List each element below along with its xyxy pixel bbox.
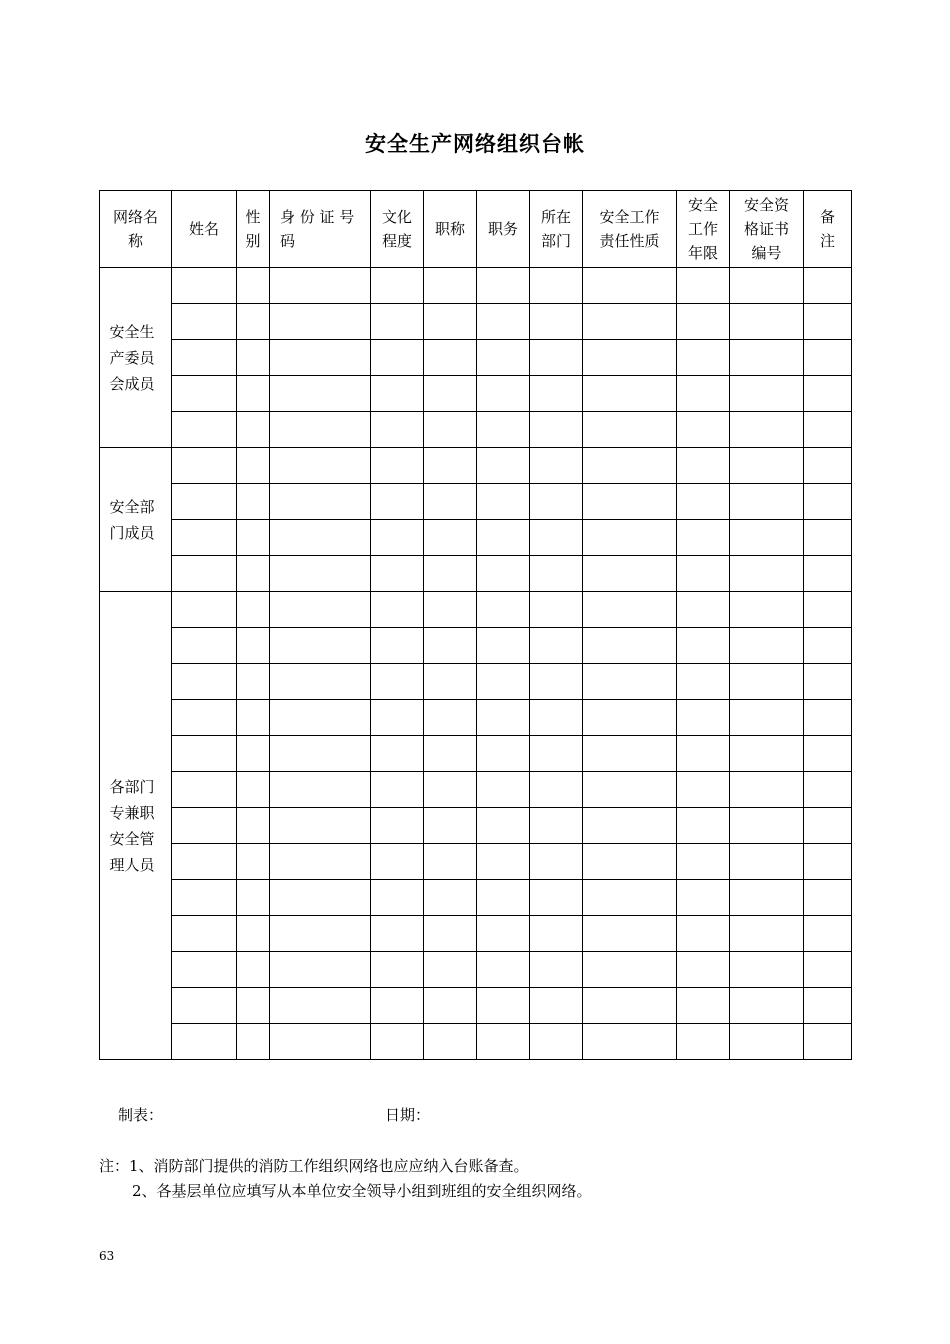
table-cell[interactable] <box>530 304 583 340</box>
table-cell[interactable] <box>804 520 852 556</box>
prepared-by-label: 制表： <box>118 1106 164 1124</box>
table-cell[interactable] <box>677 628 730 664</box>
table-cell[interactable] <box>677 952 730 988</box>
table-cell[interactable] <box>804 484 852 520</box>
table-cell[interactable] <box>530 880 583 916</box>
table-cell[interactable] <box>237 520 270 556</box>
table-cell[interactable] <box>583 268 677 304</box>
table-cell[interactable] <box>530 376 583 412</box>
table-cell[interactable] <box>237 664 270 700</box>
table-cell[interactable] <box>677 520 730 556</box>
table-cell[interactable] <box>730 448 804 484</box>
table-row <box>100 700 852 736</box>
table-cell[interactable] <box>371 520 424 556</box>
table-cell[interactable] <box>677 448 730 484</box>
table-cell[interactable] <box>270 664 371 700</box>
table-cell[interactable] <box>477 628 530 664</box>
table-cell[interactable] <box>477 484 530 520</box>
table-cell[interactable] <box>270 376 371 412</box>
table-cell[interactable] <box>804 736 852 772</box>
table-cell[interactable] <box>371 376 424 412</box>
table-cell[interactable] <box>424 304 477 340</box>
table-cell[interactable] <box>237 376 270 412</box>
table-cell[interactable] <box>730 808 804 844</box>
table-cell[interactable] <box>172 844 237 880</box>
table-cell[interactable] <box>172 880 237 916</box>
table-cell[interactable] <box>237 448 270 484</box>
table-cell[interactable] <box>583 304 677 340</box>
table-cell[interactable] <box>583 844 677 880</box>
table-cell[interactable] <box>270 484 371 520</box>
table-row <box>100 628 852 664</box>
header-remarks: 备注 <box>804 191 852 268</box>
group-label: 各部门专兼职安全管理人员 <box>109 777 155 874</box>
table-cell[interactable] <box>270 772 371 808</box>
table-cell[interactable] <box>477 916 530 952</box>
table-cell[interactable] <box>270 340 371 376</box>
table-cell[interactable] <box>477 448 530 484</box>
table-cell[interactable] <box>237 592 270 628</box>
table-cell[interactable] <box>270 304 371 340</box>
table-cell[interactable] <box>237 736 270 772</box>
table-cell[interactable] <box>172 700 237 736</box>
table-cell[interactable] <box>677 340 730 376</box>
table-cell[interactable] <box>583 1024 677 1060</box>
table-cell[interactable] <box>804 1024 852 1060</box>
table-cell[interactable] <box>530 736 583 772</box>
date-label: 日期： <box>385 1106 431 1124</box>
table-cell[interactable] <box>730 844 804 880</box>
table-cell[interactable] <box>804 340 852 376</box>
table-cell[interactable] <box>371 880 424 916</box>
table-cell[interactable] <box>677 556 730 592</box>
table-cell[interactable] <box>371 448 424 484</box>
table-cell[interactable] <box>677 772 730 808</box>
table-cell[interactable] <box>730 664 804 700</box>
table-cell[interactable] <box>172 952 237 988</box>
table-cell[interactable] <box>583 736 677 772</box>
table-cell[interactable] <box>477 304 530 340</box>
table-cell[interactable] <box>270 556 371 592</box>
table-cell[interactable] <box>804 628 852 664</box>
table-cell[interactable] <box>424 592 477 628</box>
table-cell[interactable] <box>530 1024 583 1060</box>
group-label: 安全部门成员 <box>109 497 155 542</box>
table-cell[interactable] <box>804 808 852 844</box>
table-cell[interactable] <box>270 448 371 484</box>
table-cell[interactable] <box>424 808 477 844</box>
table-cell[interactable] <box>424 880 477 916</box>
table-cell[interactable] <box>677 916 730 952</box>
table-cell[interactable] <box>477 700 530 736</box>
table-cell[interactable] <box>530 700 583 736</box>
table-cell[interactable] <box>477 520 530 556</box>
table-cell[interactable] <box>424 448 477 484</box>
table-cell[interactable] <box>270 1024 371 1060</box>
table-cell[interactable] <box>270 844 371 880</box>
table-cell[interactable] <box>530 916 583 952</box>
table-cell[interactable] <box>172 988 237 1024</box>
table-cell[interactable] <box>424 736 477 772</box>
header-name: 姓名 <box>172 191 237 268</box>
table-cell[interactable] <box>583 880 677 916</box>
table-cell[interactable] <box>804 664 852 700</box>
table-cell[interactable] <box>371 736 424 772</box>
table-row <box>100 592 852 628</box>
table-row <box>100 304 852 340</box>
table-cell[interactable] <box>677 880 730 916</box>
table-cell[interactable] <box>172 592 237 628</box>
table-cell[interactable] <box>804 448 852 484</box>
table-cell[interactable] <box>172 772 237 808</box>
table-cell[interactable] <box>530 592 583 628</box>
table-row <box>100 952 852 988</box>
table-cell[interactable] <box>677 1024 730 1060</box>
table-cell[interactable] <box>730 916 804 952</box>
table-cell[interactable] <box>477 664 530 700</box>
group-label: 安全生产委员会成员 <box>109 322 155 393</box>
table-cell[interactable] <box>172 628 237 664</box>
table-cell[interactable] <box>530 628 583 664</box>
table-cell[interactable] <box>424 664 477 700</box>
table-cell[interactable] <box>371 988 424 1024</box>
table-cell[interactable] <box>530 268 583 304</box>
table-cell[interactable] <box>730 484 804 520</box>
table-cell[interactable] <box>424 988 477 1024</box>
table-cell[interactable] <box>237 628 270 664</box>
group-label-cell <box>100 268 172 448</box>
table-cell[interactable] <box>237 700 270 736</box>
table-cell[interactable] <box>804 412 852 448</box>
table-cell[interactable] <box>677 700 730 736</box>
table-cell[interactable] <box>371 808 424 844</box>
table-cell[interactable] <box>371 340 424 376</box>
table-cell[interactable] <box>371 628 424 664</box>
table-row <box>100 1024 852 1060</box>
table-cell[interactable] <box>371 1024 424 1060</box>
table-cell[interactable] <box>371 556 424 592</box>
group-label-cell <box>100 448 172 592</box>
table-cell[interactable] <box>371 268 424 304</box>
table-cell[interactable] <box>270 916 371 952</box>
table-cell[interactable] <box>730 592 804 628</box>
table-cell[interactable] <box>477 556 530 592</box>
table-cell[interactable] <box>677 484 730 520</box>
table-cell[interactable] <box>583 376 677 412</box>
table-cell[interactable] <box>237 952 270 988</box>
table-cell[interactable] <box>530 844 583 880</box>
table-cell[interactable] <box>530 484 583 520</box>
table-cell[interactable] <box>424 340 477 376</box>
table-cell[interactable] <box>270 952 371 988</box>
table-cell[interactable] <box>804 844 852 880</box>
table-cell[interactable] <box>530 412 583 448</box>
table-cell[interactable] <box>477 844 530 880</box>
page-title: 安全生产网络组织台帐 <box>365 132 585 156</box>
table-cell[interactable] <box>477 952 530 988</box>
table-cell[interactable] <box>237 556 270 592</box>
table-row <box>100 772 852 808</box>
table-cell[interactable] <box>730 772 804 808</box>
table-cell[interactable] <box>477 268 530 304</box>
table-cell[interactable] <box>237 772 270 808</box>
table-cell[interactable] <box>730 268 804 304</box>
table-cell[interactable] <box>730 340 804 376</box>
table-cell[interactable] <box>371 592 424 628</box>
table-row <box>100 916 852 952</box>
table-cell[interactable] <box>172 1024 237 1060</box>
table-cell[interactable] <box>730 376 804 412</box>
table-cell[interactable] <box>530 808 583 844</box>
table-cell[interactable] <box>237 844 270 880</box>
table-cell[interactable] <box>237 304 270 340</box>
table-row <box>100 808 852 844</box>
table-cell[interactable] <box>172 376 237 412</box>
table-cell[interactable] <box>804 700 852 736</box>
header-department: 所在部门 <box>530 191 583 268</box>
table-cell[interactable] <box>371 700 424 736</box>
table-cell[interactable] <box>424 376 477 412</box>
table-cell[interactable] <box>424 916 477 952</box>
table-row <box>100 340 852 376</box>
table-cell[interactable] <box>172 520 237 556</box>
table-cell[interactable] <box>371 664 424 700</box>
table-cell[interactable] <box>583 772 677 808</box>
header-safety-years: 安全工作年限 <box>677 191 730 268</box>
table-row <box>100 268 852 304</box>
table-cell[interactable] <box>583 484 677 520</box>
table-cell[interactable] <box>424 628 477 664</box>
table-cell[interactable] <box>677 376 730 412</box>
table-cell[interactable] <box>237 412 270 448</box>
table-cell[interactable] <box>730 520 804 556</box>
table-cell[interactable] <box>583 988 677 1024</box>
table-cell[interactable] <box>172 916 237 952</box>
table-cell[interactable] <box>730 880 804 916</box>
table-cell[interactable] <box>270 628 371 664</box>
table-cell[interactable] <box>424 844 477 880</box>
table-row <box>100 376 852 412</box>
table-cell[interactable] <box>371 916 424 952</box>
table-cell[interactable] <box>804 916 852 952</box>
page-number: 63 <box>99 1249 115 1263</box>
header-title: 职称 <box>424 191 477 268</box>
table-row <box>100 988 852 1024</box>
table-cell[interactable] <box>677 808 730 844</box>
table-cell[interactable] <box>477 988 530 1024</box>
header-id-number: 身 份 证 号 码 <box>270 191 371 268</box>
table-cell[interactable] <box>237 1024 270 1060</box>
table-row <box>100 448 852 484</box>
table-cell[interactable] <box>424 268 477 304</box>
table-row <box>100 844 852 880</box>
table-cell[interactable] <box>583 340 677 376</box>
table-cell[interactable] <box>172 268 237 304</box>
table-cell[interactable] <box>172 736 237 772</box>
table-cell[interactable] <box>677 592 730 628</box>
table-cell[interactable] <box>677 664 730 700</box>
note-line-1: 注：1、消防部门提供的消防工作组织网络也应应纳入台账备查。 <box>99 1157 529 1175</box>
table-cell[interactable] <box>237 808 270 844</box>
table-cell[interactable] <box>530 556 583 592</box>
table-cell[interactable] <box>270 880 371 916</box>
table-cell[interactable] <box>371 412 424 448</box>
table-cell[interactable] <box>270 808 371 844</box>
table-cell[interactable] <box>530 340 583 376</box>
table-cell[interactable] <box>583 448 677 484</box>
table-row <box>100 736 852 772</box>
table-cell[interactable] <box>424 1024 477 1060</box>
table-cell[interactable] <box>583 592 677 628</box>
table-cell[interactable] <box>172 412 237 448</box>
table-cell[interactable] <box>172 340 237 376</box>
table-cell[interactable] <box>477 772 530 808</box>
table-cell[interactable] <box>424 952 477 988</box>
table-cell[interactable] <box>371 844 424 880</box>
table-cell[interactable] <box>477 412 530 448</box>
table-cell[interactable] <box>530 952 583 988</box>
table-cell[interactable] <box>270 736 371 772</box>
table-cell[interactable] <box>424 484 477 520</box>
table-cell[interactable] <box>730 628 804 664</box>
table-cell[interactable] <box>583 412 677 448</box>
table-cell[interactable] <box>477 1024 530 1060</box>
table-cell[interactable] <box>677 304 730 340</box>
note-line-2: 2、各基层单位应填写从本单位安全领导小组到班组的安全组织网络。 <box>132 1182 592 1200</box>
table-cell[interactable] <box>530 772 583 808</box>
table-row <box>100 664 852 700</box>
table-cell[interactable] <box>530 664 583 700</box>
table-cell[interactable] <box>172 556 237 592</box>
table-cell[interactable] <box>583 520 677 556</box>
table-cell[interactable] <box>804 952 852 988</box>
table-cell[interactable] <box>424 556 477 592</box>
table-cell[interactable] <box>730 556 804 592</box>
header-safety-duty: 安全工作责任性质 <box>583 191 677 268</box>
table-row <box>100 412 852 448</box>
table-cell[interactable] <box>730 304 804 340</box>
table-cell[interactable] <box>371 484 424 520</box>
header-position: 职务 <box>477 191 530 268</box>
table-cell[interactable] <box>237 916 270 952</box>
table-cell[interactable] <box>477 376 530 412</box>
table-cell[interactable] <box>730 988 804 1024</box>
table-cell[interactable] <box>804 304 852 340</box>
table-cell[interactable] <box>270 592 371 628</box>
table-cell[interactable] <box>371 304 424 340</box>
table-cell[interactable] <box>424 520 477 556</box>
table-cell[interactable] <box>270 988 371 1024</box>
table-cell[interactable] <box>730 412 804 448</box>
table-cell[interactable] <box>172 484 237 520</box>
table-cell[interactable] <box>583 916 677 952</box>
table-cell[interactable] <box>477 736 530 772</box>
table-cell[interactable] <box>172 808 237 844</box>
table-cell[interactable] <box>730 1024 804 1060</box>
table-cell[interactable] <box>172 304 237 340</box>
table-cell[interactable] <box>477 880 530 916</box>
table-cell[interactable] <box>371 952 424 988</box>
table-cell[interactable] <box>270 412 371 448</box>
table-cell[interactable] <box>371 772 424 808</box>
table-cell[interactable] <box>677 268 730 304</box>
table-row <box>100 484 852 520</box>
table-cell[interactable] <box>172 664 237 700</box>
table-cell[interactable] <box>530 448 583 484</box>
table-row <box>100 880 852 916</box>
table-cell[interactable] <box>424 772 477 808</box>
table-header-row <box>100 191 852 268</box>
table-cell[interactable] <box>583 664 677 700</box>
table-cell[interactable] <box>583 628 677 664</box>
header-education: 文化程度 <box>371 191 424 268</box>
table-cell[interactable] <box>583 556 677 592</box>
header-network-name: 网络名称 <box>100 191 172 268</box>
table-cell[interactable] <box>804 988 852 1024</box>
table-cell[interactable] <box>530 988 583 1024</box>
table-cell[interactable] <box>583 700 677 736</box>
table-cell[interactable] <box>424 700 477 736</box>
table-cell[interactable] <box>730 736 804 772</box>
table-cell[interactable] <box>237 880 270 916</box>
table-cell[interactable] <box>477 592 530 628</box>
table-cell[interactable] <box>804 592 852 628</box>
table-cell[interactable] <box>237 340 270 376</box>
table-cell[interactable] <box>804 268 852 304</box>
table-cell[interactable] <box>804 556 852 592</box>
table-cell[interactable] <box>730 700 804 736</box>
table-cell[interactable] <box>804 880 852 916</box>
table-cell[interactable] <box>677 988 730 1024</box>
header-certificate-no: 安全资格证书编号 <box>730 191 804 268</box>
group-label-cell <box>100 592 172 1060</box>
header-gender: 性别 <box>237 191 270 268</box>
table-cell[interactable] <box>583 952 677 988</box>
table-cell[interactable] <box>477 340 530 376</box>
table-cell[interactable] <box>530 520 583 556</box>
table-cell[interactable] <box>237 484 270 520</box>
ledger-table <box>99 190 852 1060</box>
table-cell[interactable] <box>804 772 852 808</box>
table-cell[interactable] <box>172 448 237 484</box>
table-cell[interactable] <box>677 736 730 772</box>
table-cell[interactable] <box>677 844 730 880</box>
table-row <box>100 556 852 592</box>
table-cell[interactable] <box>270 520 371 556</box>
table-row <box>100 520 852 556</box>
table-cell[interactable] <box>730 952 804 988</box>
table-cell[interactable] <box>804 376 852 412</box>
table-cell[interactable] <box>477 808 530 844</box>
table-cell[interactable] <box>237 268 270 304</box>
table-cell[interactable] <box>583 808 677 844</box>
table-cell[interactable] <box>237 988 270 1024</box>
table-cell[interactable] <box>270 268 371 304</box>
table-cell[interactable] <box>424 412 477 448</box>
table-cell[interactable] <box>677 412 730 448</box>
table-cell[interactable] <box>270 700 371 736</box>
